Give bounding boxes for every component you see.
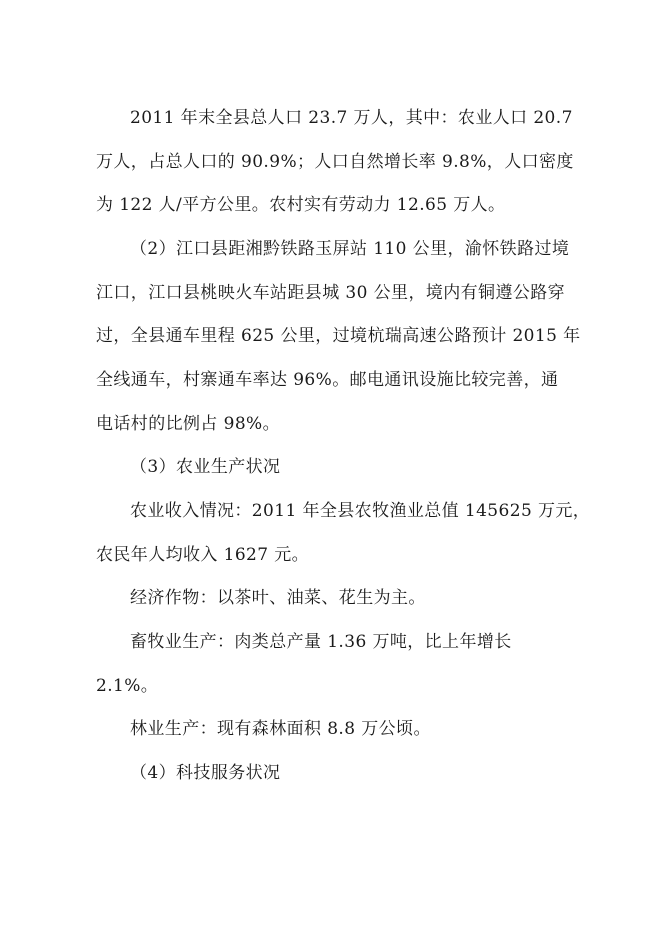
text-line: 电话村的比例占 98%。 — [96, 414, 280, 434]
section-heading: （4）科技服务状况 — [130, 763, 281, 783]
text-line: 全线通车，村寨通车率达 96%。邮电通讯设施比较完善，通 — [96, 370, 559, 390]
text-line: 2011 年末全县总人口 23.7 万人，其中：农业人口 20.7 — [130, 108, 573, 128]
text-line: （2）江口县距湘黔铁路玉屏站 110 公里，渝怀铁路过境 — [130, 239, 570, 259]
text-line: 为 122 人/平方公里。农村实有劳动力 12.65 万人。 — [96, 195, 506, 215]
text-line: 农业收入情况：2011 年全县农牧渔业总值 145625 万元， — [130, 501, 591, 521]
text-line: 江口，江口县桃映火车站距县城 30 公里，境内有铜遵公路穿 — [96, 283, 566, 303]
text-line: 过，全县通车里程 625 公里，过境杭瑞高速公路预计 2015 年 — [96, 326, 581, 346]
section-heading: （3）农业生产状况 — [130, 457, 281, 477]
text-line: 2.1%。 — [96, 676, 159, 696]
text-line: 万人，占总人口的 90.9%；人口自然增长率 9.8%，人口密度 — [96, 152, 574, 172]
text-line: 畜牧业生产：肉类总产量 1.36 万吨，比上年增长 — [130, 632, 512, 652]
text-line: 林业生产：现有森林面积 8.8 万公顷。 — [130, 719, 431, 739]
text-line: 农民年人均收入 1627 元。 — [96, 545, 310, 565]
text-line: 经济作物：以茶叶、油菜、花生为主。 — [130, 588, 426, 608]
